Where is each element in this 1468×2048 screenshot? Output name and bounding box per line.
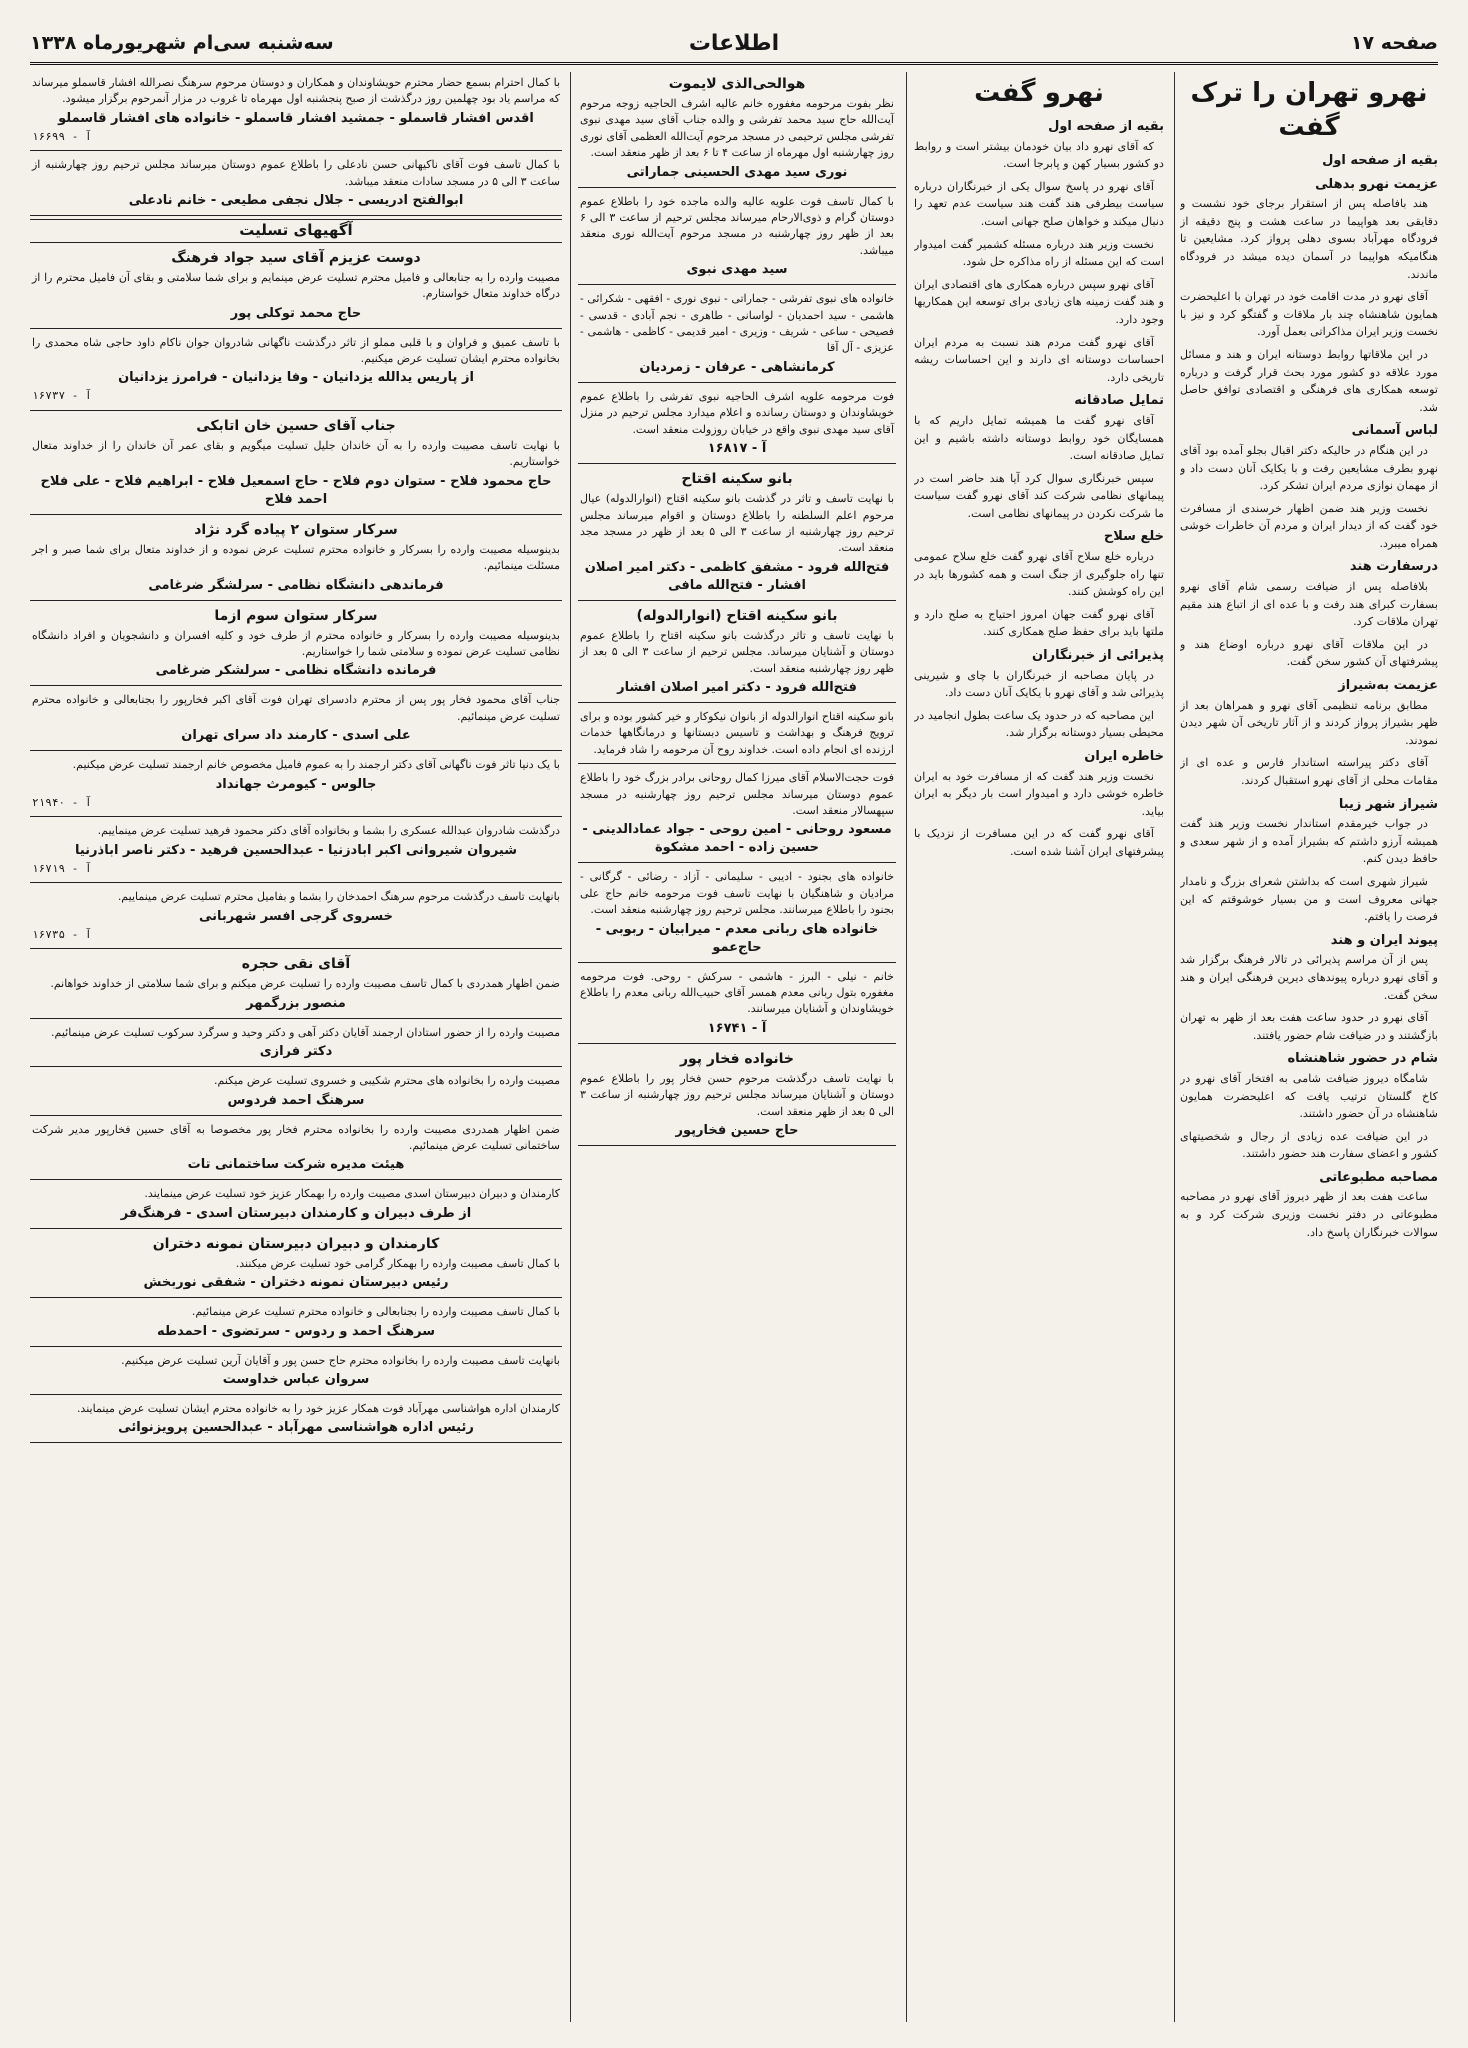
notice-signature: کرمانشاهی - عرفان - زمردیان [639,359,835,375]
continuation-note: بقیه از صفحه اول [1048,119,1164,134]
article-paragraph: نخست وزیر هند ضمن اظهار خرسندی از مسافرت خود گفت که از دیدار ایران و مردم آن خاطرات خوشی همراه میبرد. [1180,501,1438,550]
notice-body: جناب آقای محمود فخار پور پس از محترم دادسرای تهران فوت آقای اکبر فخارپور را بجنابعالی و خانواده محترم تسلیت عرض مینمائیم. [32,693,560,723]
notice-box [30,1232,562,1298]
notice-signature: خسروی گرجی افسر شهربانی [199,908,393,924]
article-paragraph: در این ملاقات آقای نهرو درباره اوضاع هند و پیشرفتهای آن کشور سخن گفت. [1180,637,1438,669]
notice-body: خانواده های نبوی تفرشی - جماراتی - نبوی نوری - افقهی - شکرائی - هاشمی - سید احمدیان - لواسانی - طاهری - نجم آبادی - قدسی - فصیحی - ساعی - شریف - وزیری - امیر قدیمی - کاظمی - هاشمی - عزیزی - آل آقا [580,292,894,355]
article-paragraph: درباره خلع سلاح آقای نهرو گفت خلع سلاح عمومی تنها راه جلوگیری از جنگ است و همه کشورها باید در این راه کوشش کنند. [914,550,1164,599]
notice-signature: حاج محمود فلاح - ستوان دوم فلاح - حاج اسمعیل فلاح - ابراهیم فلاح - علی فلاح احمد فلاح [40,473,552,507]
notice-signature: سید مهدی نبوی [686,262,788,278]
notice-code: آ - ۱۶۷۳۵ [32,927,92,941]
notice-box [578,288,896,383]
article-paragraph: آقای نهرو در مدت اقامت خود در تهران با اعلیحضرت همایون شاهنشاه چند بار ملاقات و گفتگو کرد و نیز با نخست وزیر ایران مذاکراتی بعمل آورد. [1180,290,1438,339]
notice-box [578,767,896,863]
notice-body: ضمن اظهار همدردی با کمال تاسف مصیبت وارده را تسلیت عرض میکنم و برای شما سلامتی از خداوند خواهانم. [50,977,560,991]
notice-signature: فرمانده دانشگاه نظامی - سرلشکر ضرغامی [155,663,437,679]
article-paragraph: شیراز شهری است که بداشتن شعرای بزرگ و نامدار جهانی معروف است و من بسیار خوشوقتم که این فرصت را یافتم. [1180,874,1438,924]
notice-box [30,886,562,949]
notice-box [578,866,896,962]
continuation-note: بقیه از صفحه اول [1322,153,1438,168]
notice-box [30,1301,562,1346]
column-divider [1174,72,1175,2022]
notice-body: کارمندان اداره هواشناسی مهرآباد فوت همکار عزیز خود را به خانواده محترم ایشان تسلیت عرض مینمایند. [76,1401,560,1415]
notice-signature: نوری سید مهدی الحسینی جماراتی [626,164,848,180]
notice-body: ضمن اظهار همدردی مصیبت وارده را بخانواده محترم فخار پور مخصوصا به آقای حسین فخارپور مدیر شرکت ساختمانی تسلیت عرض مینمائیم. [32,1122,560,1152]
subhead: پیوند ایران و هند [1330,932,1438,948]
article-paragraph: پس از آن مراسم پذیرائی در تالار فرهنگ برگزار شد و آقای نهرو درباره پیوندهای دیرین فرهنگی ایران و هند سخن گفت. [1180,953,1438,1002]
notice-box [30,952,562,1018]
notice-body: مصیبت وارده را به جنابعالی و فامیل محترم تسلیت عرض مینمایم و برای شما سلامتی و بقای آن فامیل محترم را از درگاه خداوند متعال خواستارم. [32,270,560,301]
notice-title: خانواده فخار پور [679,1050,795,1067]
subhead: تمایل صادقانه [1074,393,1164,409]
notice-body: با کمال تاسف فوت علویه عالیه والده ماجده خود را باطلاع عموم دوستان گرام و ذوی‌الارحام میرساند مجلس ترحیم از ساعت ۳ الی ۶ بعد از ظهر روز چهارشنبه در مسجد مرحوم آیت‌الله نوری منعقد میباشد. [580,194,894,257]
notice-title: دوست عزیزم آقای سید جواد فرهنگ [171,249,421,266]
article-paragraph: سپس خبرنگاری سوال کرد آیا هند حاضر است در پیمانهای نظامی شرکت کند آقای نهرو گفت سیاست ما شرکت نکردن در پیمانهای نظامی است. [914,471,1164,520]
notice-body: بدینوسیله مصیبت وارده را بسرکار و خانواده محترم تسلیت عرض نموده و از خداوند متعال برای شما صبر و اجر مسئلت مینمائیم. [32,542,560,573]
notice-box [30,72,562,151]
notice-body: با نهایت تاسف و تاثر درگذشت بانو سکینه اقتاح را باطلاع عموم دوستان و آشنایان میرساند. مجلس ترحیم از ساعت ۳ الی ۵ بعد از ظهر روز چهارشنبه منعقد است. [580,628,894,675]
notice-box [30,154,562,216]
column-divider [570,72,571,2022]
subhead: پذیرائی از خبرنگاران [1032,648,1164,664]
notice-signature: علی اسدی - کارمند داد سرای تهران [181,728,411,744]
article-paragraph: مطابق برنامه تنظیمی آقای نهرو و همراهان بعد از ظهر بشیراز پرواز کردند و از آثار تاریخی آن شهر دیدن نمودند. [1180,698,1438,747]
notice-signature: آ - ۱۶۸۱۷ [707,441,767,457]
notice-signature: اقدس افشار قاسملو - جمشید افشار قاسملو - خانواده های افشار قاسملو [58,110,534,126]
notice-signature: سرهنگ احمد فردوس [227,1092,365,1108]
notice-body: بانو سکینه اقتاح انوارالدوله از بانوان نیکوکار و خیر کشور بوده و برای ترویج فرهنگ و بهداشت و تاسیس دبستانها و درمانگاهها خدمات ارزنده ای انجام داده است. خداوند روح آن مرحومه را شاد فرماید. [580,709,894,756]
notice-signature: سرهنگ احمد و ردوس - سرتضوی - احمدطه [156,1323,436,1339]
page-header [30,30,1438,56]
notice-box [578,467,896,601]
notice-body: بانهایت تاسف درگذشت مرحوم سرهنگ احمدخان را بشما و بفامیل محترم تسلیت عرض مینماییم. [117,890,560,904]
notice-body: مصیبت وارده را از حضور استادان ارجمند آقایان دکتر آهی و دکتر وحید و سرگرد سرکوب تسلیت عرض مینمائیم. [51,1025,560,1039]
subhead: درسفارت هند [1349,559,1438,575]
notice-title: سرکار ستوان سوم ازما [214,607,378,624]
notice-body: با کمال احترام بسمع حضار محترم حویشاوندان و همکاران و دوستان مرحوم سرهنگ نصرالله افشار قاسملو میرساند که مراسم یاد بود چهلمین روز درگذشت از صبح پنجشنبه اول مهرماه تا غروب در مزار آنمرحوم برگزار میشود. [32,76,560,106]
notice-title: کارمندان و دبیران دبیرستان نمونه دختران [152,1235,440,1252]
subhead: خاطره ایران [1084,749,1164,764]
notice-signature: شیروان شیروانی اکبر ابادزنیا - عبدالحسین فرهید - دکتر ناصر اباذرنیا [74,842,517,858]
notice-body: با یک دنیا تاثر فوت ناگهانی آقای دکتر ارجمند را به عموم فامیل مخصوص خانم ارجمند تسلیت عرض میکنیم. [72,758,560,772]
page-number: صفحه ۱۷ [1350,32,1438,54]
article-paragraph: در جواب خیرمقدم استاندار نخست وزیر هند گفت همیشه آرزو داشتم که بشیراز آمده و از شهر سعدی و حافظ دیدن کنم. [1180,817,1438,866]
notice-code: آ - ۱۶۷۱۹ [32,861,92,875]
column-divider [906,72,907,2022]
headline-nehru-said: نهرو گفت [974,78,1104,108]
notice-title: جناب آقای حسین خان اتابکی [196,418,396,435]
notice-signature: فتح‌الله فرود - دکتر امیر اصلان افشار [617,679,857,695]
notice-box [30,1022,562,1067]
notice-signature: از پاریس یدالله یزدانیان - وفا یزدانیان - فرامرز یزدانیان [118,370,474,386]
header-rule [30,62,1438,65]
notice-body: با کمال تاسف مصیبت وارده را بجنابعالی و خانواده محترم تسلیت عرض مینمائیم. [191,1305,560,1319]
notice-body: بانهایت تاسف مصیبت وارده را بخانواده محترم حاج حسن پور و آقایان آرین تسلیت عرض میکنیم. [121,1353,560,1367]
article-paragraph: آقای نهرو در پاسخ سوال یکی از خبرنگاران درباره سیاست بیطرفی هند گفت هند سیاست عدم تعهد را دنبال میکند و خواهان صلح جهانی است. [914,179,1164,228]
notice-signature: فرماندهی دانشگاه نظامی - سرلشگر ضرغامی [148,577,444,593]
article-paragraph: در پایان مصاحبه از خبرنگاران با چای و شیرینی پذیرائی شد و آقای نهرو با یکایک آنان دست داد. [914,668,1164,700]
notice-title: آگهیهای تسلیت [239,221,353,240]
subhead: مصاحبه مطبوعاتی [1319,1169,1438,1185]
notice-signature: سروان عباس خداوست [222,1371,370,1387]
notice-code: آ - ۱۶۶۹۹ [32,129,92,143]
notice-body: با نهایت تاسف مصیبت وارده را به آن خاندان جلیل تسلیت میگویم و بقای عمر آن خاندان را از خداوند متعال خواستاریم. [32,439,560,469]
notice-body: درگذشت شادروان عبدالله عسکری را بشما و بخانواده آقای دکتر محمود فرهید تسلیت عرض مینماییم. [97,824,560,838]
notice-body: فوت مرحومه علویه اشرف الحاجیه نبوی تفرشی را باطلاع عموم خویشاوندان و دوستان رسانده و اعلام میدارد مجلس ترحیم در منزل آقای سید مهدی نبوی واقع در خیابان روزولت منعقد است. [580,389,894,436]
notice-signature: ابوالفتح ادریسی - جلال نجفی مطیعی - خانم نادعلی [128,193,464,209]
article-paragraph: نخست وزیر هند درباره مسئله کشمیر گفت امیدوار است که این مسئله از راه مذاکره حل شود. [914,237,1164,269]
notice-box [578,1047,896,1146]
subhead: خلع سلاح [1103,529,1164,545]
notice-box [30,1183,562,1228]
notice-box [30,754,562,817]
subhead: شام در حضور شاهنشاه [1287,1051,1438,1067]
issue-date: سه‌شنبه سی‌ام شهریورماه ۱۳۳۸ [30,32,334,54]
notice-box [578,386,896,464]
notice-body: نظر بفوت مرحومه مغفوره خانم عالیه اشرف الحاجیه زوجه مرحوم آیت‌الله حاج سید محمد تفرشی و والده جناب آقای سید مهدی نبوی تفرشی مجلس ترحیمی در مسجد مرحوم آیت‌الله العظمی آقای نوری روز چهارشنبه اول مهرماه از ساعت ۴ تا ۶ بعد از ظهر منعقد است. [580,97,894,160]
notice-signature: جالوس - کیومرث جهانداد [215,776,377,792]
newspaper-name: اطلاعات [688,30,780,56]
subhead: شیراز شهر زیبا [1338,796,1438,812]
notice-box [30,332,562,411]
article-paragraph: که آقای نهرو داد بیان خودمان بیشتر است و روابط دو کشور بسیار کهن و پابرجا است. [914,139,1164,171]
notice-title: آقای نقی حجره [241,956,351,973]
notice-box [30,1350,562,1395]
notice-box [578,966,896,1044]
notice-body: خانم - نیلی - البرز - هاشمی - سرکش - روحی. فوت مرحومه مغفوره بتول ربانی معدم همسر آقای حبیب‌الله ربانی معدم را باطلاع خویشاوندان و آشنایان میرسانند. [580,969,894,1016]
notice-signature: فتح‌الله فرود - مشفق کاظمی - دکتر امیر اصلان افشار - فتح‌الله مافی [584,559,890,593]
article-paragraph: آقای نهرو گفت ما همیشه تمایل داریم که با همسایگان خود روابط دوستانه داشته باشیم و این تمایل صادقانه است. [914,413,1164,463]
notice-signature: حاج حسین فخارپور [675,1123,799,1139]
section-label [30,219,562,243]
notice-body: خانواده های بجنود - ادیبی - سلیمانی - آزاد - رضائی - گرگانی - مرادیان و شاهنگیان با نهایت تاسف فوت مرحومه خانم حاج علی بجنود را باطلاع میرسانند. مجلس ترحیم روز چهارشنبه منعقد است. [580,870,894,917]
notice-box [578,191,896,286]
article-paragraph: ساعت هفت بعد از ظهر دیروز آقای نهرو در مصاحبه مطبوعاتی در دفتر نخست وزیری شرکت کرد و به سوالات خبرنگاران پاسخ داد. [1180,1190,1438,1239]
notice-signature: از طرف دبیران و کارمندان دبیرستان اسدی - فرهنگ‌فر [120,1205,472,1221]
notice-body: با تاسف عمیق و فراوان و با قلبی مملو از تاثر درگذشت ناگهانی شادروان جوان ناکام داود حاجی شاه محمدی را بخانواده محترم ایشان تسلیت عرض میکنیم. [32,335,560,366]
notice-box [30,518,562,601]
subhead: عزیمت به‌شیراز [1338,678,1438,694]
notice-signature: منصور بزرگمهر [246,995,346,1011]
subhead: عزیمت نهرو بدهلی [1315,176,1438,192]
article-paragraph: آقای نهرو گفت جهان امروز احتیاج به صلح دارد و ملتها باید برای حفظ صلح همکاری کنند. [914,607,1164,639]
notice-body: بدینوسیله مصیبت وارده را بسرکار و خانواده محترم از طرف خود و کلیه افسران و دانشجویان و افراد دانشگاه نظامی تسلیت عرض نموده و سلامتی شما را خواستاریم. [32,628,560,659]
notice-box [578,604,896,703]
notice-signature: رئیس دبیرستان نمونه دختران - شفقی نوربخش [143,1275,449,1291]
article-paragraph: نخست وزیر هند گفت که از مسافرت خود به ایران خاطره خوشی دارد و امیدوار است بار دیگر به ایران بیاید. [914,769,1164,818]
notice-signature: حاج محمد توکلی پور [230,305,362,321]
notice-box [30,414,562,515]
notice-title: بانو سکینه اقتاح [681,471,793,488]
notice-body: کارمندان و دبیران دبیرستان اسدی مصیبت وارده را بهمکار عزیز خود تسلیت عرض مینمایند. [144,1187,560,1201]
notice-signature: خانواده های ربانی معدم - میرابیان - ربوبی - حاج‌عمو [595,921,879,955]
notice-box [30,604,562,687]
article-paragraph: آقای نهرو سپس درباره همکاری های اقتصادی ایران و هند گفت زمینه های زیادی برای توسعه این همکاریها وجود دارد. [914,277,1164,326]
notice-box [578,706,896,764]
column-article-nehru-said [914,72,1164,2022]
notice-body: مصیبت وارده را بخانواده های محترم شکیبی و خسروی تسلیت عرض میکنم. [214,1074,560,1088]
article-paragraph: در این ملاقاتها روابط دوستانه ایران و هند و مسائل مورد علاقه دو کشور مورد بحث قرار گرفت و درباره توسعه همکاری های فرهنگی و اقتصادی توافق حاصل شد. [1180,347,1438,414]
article-paragraph: در این هنگام در حالیکه دکتر اقبال بجلو آمده بود آقای نهرو بطرف مشایعین رفت و با یکایک آنان دست داد و از مهمان نوازی مردم ایران تشکر کرد. [1180,443,1438,493]
notice-box [30,1398,562,1443]
article-paragraph: این مصاحبه که در حدود یک ساعت بطول انجامید در محیطی بسیار دوستانه برگزار شد. [914,708,1164,740]
article-paragraph: آقای دکتر پیراسته استاندار فارس و عده ای از مقامات محلی از آقای نهرو استقبال کردند. [1180,756,1438,787]
notice-box [30,246,562,329]
notice-code: آ - ۲۱۹۴۰ [32,795,92,809]
column-notices-left [30,72,562,2022]
notice-code: آ - ۱۶۷۳۷ [32,389,92,403]
notice-body: فوت حجت‌الاسلام آقای میرزا کمال روحانی برادر بزرگ خود را باطلاع عموم دوستان میرساند مجلس ترحیم روز چهارشنبه در مسجد سپهسالار منعقد است. [580,771,894,817]
column-article-nehru-left [1180,72,1438,2022]
notice-signature: هیئت مدیره شرکت ساختمانی تات [187,1157,405,1173]
notice-body: با نهایت تاسف درگذشت مرحوم حسن فخار پور را باطلاع عموم دوستان و آشنایان میرساند مجلس ترحیم روز چهارشنبه از ساعت ۳ الی ۵ بعد از ظهر منعقد است. [580,1071,894,1118]
notice-signature: رئیس اداره هواشناسی مهرآباد - عبدالحسین پرویزنوائی [118,1420,474,1436]
notice-signature: دکتر فرازی [259,1044,333,1060]
notice-box [30,1070,562,1115]
headline-nehru-left: نهرو تهران را ترک گفت [1190,78,1428,142]
article-paragraph: در این ضیافت عده زیادی از رجال و شخصیتهای کشور و اعضای سفارت هند حضور داشتند. [1180,1129,1438,1161]
notice-box [30,1119,562,1181]
notice-signature: مسعود روحانی - امین روحی - جواد عمادالدینی - حسین زاده - احمد مشکوة [582,822,892,856]
notice-box [30,689,562,751]
article-paragraph: هند بافاصله پس از استقرار برجای خود نشست و دقایقی بعد هواپیما در ساعت هشت و پنج دقیقه از فرودگاه مهرآباد بسوی دهلی پرواز کرد. مشایعین تا هنگامیکه هواپیما در آسمان دیده میشد در فرودگاه ماندند. [1180,197,1438,281]
column-notices-middle [578,72,896,2022]
notice-body: با کمال تاسف فوت آقای ناکیهانی حسن نادعلی را باطلاع عموم دوستان میرساند مجلس ترحیم روز چهارشنبه از ساعت ۳ الی ۵ در مسجد سادات منعقد میباشد. [32,158,560,188]
notice-box [578,72,896,188]
notice-body: با کمال تاسف مصیبت وارده را بهمکار گرامی خود تسلیت عرض میکنند. [235,1256,560,1270]
notice-title: سرکار ستوان ۲ پیاده گرد نژاد [194,521,398,538]
subhead: لباس آسمانی [1351,423,1438,439]
notice-signature: آ - ۱۶۷۴۱ [707,1020,767,1036]
notice-title: بانو سکینه اقتاح (انوارالدوله) [636,607,838,624]
article-paragraph: شامگاه دیروز ضیافت شامی به افتخار آقای نهرو در کاخ گلستان ترتیب یافت که اعلیحضرت همایون شاهنشاه در آن حضور داشتند. [1180,1071,1438,1121]
notice-title: هوالحی‌الذی لایموت [668,76,806,92]
notice-body: با نهایت تاسف و تاثر در گذشت بانو سکینه اقتاح (انوارالدوله) عیال مرحوم اعلم السلطنه را باطلاع دوستان و اقوام میرساند مجلس ترحیم روز چهارشنبه از ساعت ۳ الی ۵ بعد از ظهر در مسجد مجد منعقد است. [580,492,895,555]
article-paragraph: آقای نهرو گفت مردم هند نسبت به مردم ایران احساسات دوستانه ای دارند و این احساسات ریشه تاریخی دارد. [914,335,1164,384]
article-paragraph: بلافاصله پس از ضیافت رسمی شام آقای نهرو بسفارت کبرای هند رفت و با عده ای از اتباع هند مقیم تهران ملاقات کرد. [1180,580,1438,629]
notice-box [30,820,562,883]
article-paragraph: آقای نهرو گفت که در این مسافرت از نزدیک با پیشرفتهای ایران آشنا شده است. [914,827,1164,858]
article-paragraph: آقای نهرو در حدود ساعت هفت بعد از ظهر به تهران بازگشتند و در ضیافت شام حضور یافتند. [1180,1011,1438,1042]
